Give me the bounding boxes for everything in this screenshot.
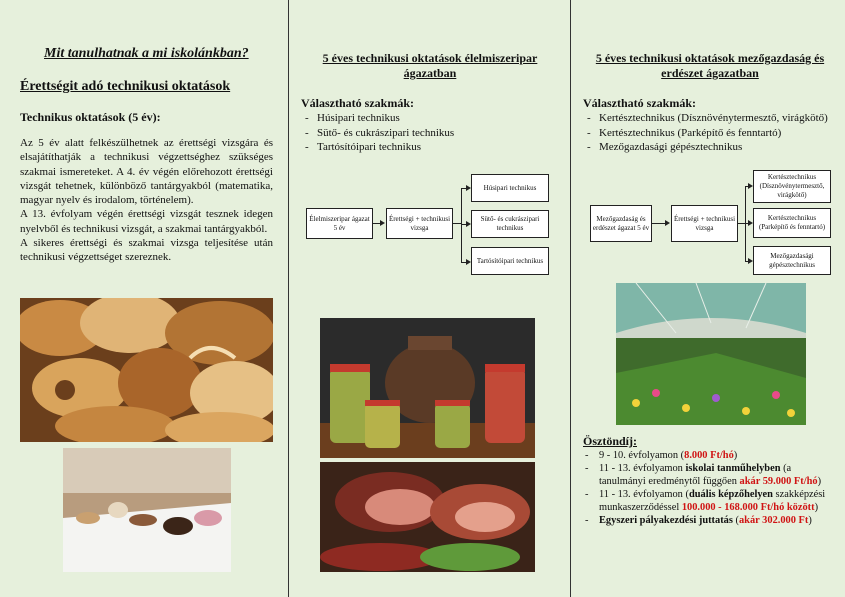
meat-photo: [320, 462, 535, 572]
list-item: - 9 - 10. évfolyamon (8.000 Ft/hó): [583, 449, 838, 462]
description-paragraph-1: Az 5 év alatt felkészülhetnek az érettségi vizsgára és elsajátíthatják a technikusi végzettséghez szükséges szakmai ismereteket. A 4. év végén előrehozott érettségi vizsgát tehetnek, különböző tantárgyakból (matematika, magyar nyelv és irodalom, történelem).: [20, 137, 273, 207]
agri-professions-list: [583, 111, 838, 155]
food-industry-heading: 5 éves technikusi oktatások élelmiszeripar ágazatban: [322, 51, 538, 80]
list-item: - Tartósítóipari technikus: [301, 140, 561, 155]
flow-outcome-box: Mezőgazdasági gépésztechnikus: [753, 246, 831, 275]
flow-start-box: Élelmiszeripar ágazat 5 év: [306, 208, 373, 239]
stipend-label: Ösztöndíj:: [583, 434, 637, 448]
agri-professions-label: Választható szakmák:: [583, 96, 696, 110]
column-divider-right: [570, 0, 571, 597]
section-heading: Érettségit adó technikusi oktatások: [20, 79, 231, 94]
column-divider-left: [288, 0, 289, 597]
greenhouse-photo: [616, 283, 806, 425]
list-item: - Mezőgazdasági gépésztechnikus: [583, 140, 838, 155]
flow-outcome-box: Húsipari technikus: [471, 174, 549, 202]
pastry-table-photo: [63, 448, 231, 572]
list-item: - Sütő- és cukrászipari technikus: [301, 126, 561, 141]
flow-outcome-box: Sütő- és cukrászipari technikus: [471, 210, 549, 238]
list-item: - Kertésztechnikus (Dísznövénytermesztő, virágkötő): [583, 111, 838, 126]
list-item: - Egyszeri pályakezdési juttatás (akár 302.000 Ft): [583, 514, 838, 527]
flow-start-box: Mezőgazdaság és erdészet ágazat 5 év: [590, 205, 652, 242]
list-item: - 11 - 13. évfolyamon (duális képzőhelyen szakképzési munkaszerződéssel 100.000 - 168.000 Ft/hó között): [583, 488, 838, 514]
agriculture-heading: 5 éves technikusi oktatások mezőgazdaság és erdészet ágazatban: [595, 51, 825, 80]
stipend-list: [583, 449, 838, 527]
description-paragraph-3: A sikeres érettségi és szakmai vizsga teljesítése után technikusi végzettséget szereznek.: [20, 237, 273, 264]
flow-outcome-box: Kertésztechnikus (Dísznövénytermesztő, virágkötő): [753, 170, 831, 203]
flow-middle-box: Érettségi + technikusi vizsga: [671, 205, 738, 242]
flow-outcome-box: Kertésztechnikus (Parképítő és fenntartó): [753, 208, 831, 238]
page-heading: Mit tanulhatnak a mi iskolánkban?: [44, 46, 249, 61]
flow-middle-box: Érettségi + technikusi vizsga: [386, 208, 453, 239]
flow-outcome-box: Tartósítóipari technikus: [471, 247, 549, 275]
pickles-photo: [320, 318, 535, 458]
description-paragraph-2: A 13. évfolyam végén érettségi vizsgát tesznek idegen nyelvből és technikusi vizsgát, a szakmai tantárgyakból.: [20, 208, 273, 235]
technikus-heading: Technikus oktatások (5 év):: [20, 110, 161, 124]
food-professions-label: Választható szakmák:: [301, 96, 414, 110]
list-item: - 11 - 13. évfolyamon iskolai tanműhelyben (a tanulmányi eredménytől függően akár 59.000 Ft/hó): [583, 462, 838, 488]
list-item: - Kertésztechnikus (Parképítő és fenntartó): [583, 126, 838, 141]
list-item: - Húsipari technikus: [301, 111, 561, 126]
technikus-description: [20, 136, 273, 265]
bread-photo: [20, 298, 273, 442]
food-professions-list: [301, 111, 561, 155]
